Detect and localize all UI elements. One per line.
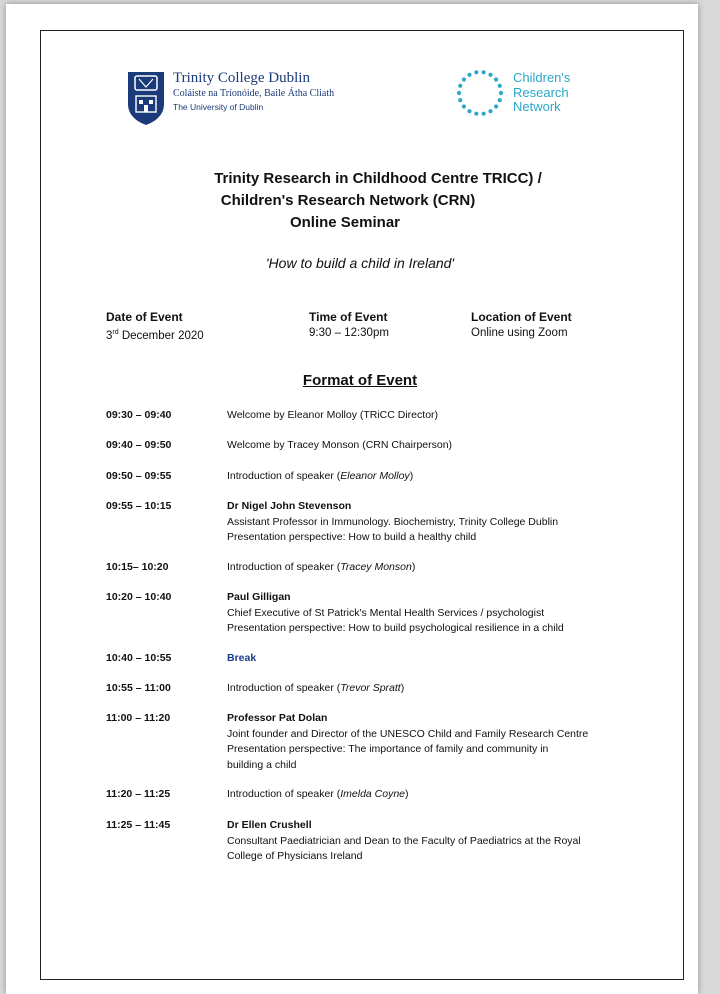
- speaker-detail: Consultant Paediatrician and Dean to the Faculty of Paediatrics at the Royal: [227, 834, 581, 847]
- speaker-name: Dr Ellen Crushell: [227, 819, 312, 831]
- title-line-1: Trinity Research in Childhood Centre TRICC) /: [214, 170, 542, 187]
- agenda-description: [227, 711, 647, 773]
- speaker-detail: Presentation perspective: How to build a healthy child: [227, 531, 477, 543]
- agenda-text: Introduction of speaker (: [227, 788, 341, 800]
- agenda-text-end: ): [411, 561, 416, 573]
- agenda-description: [227, 818, 647, 865]
- tcd-irish-name: Coláiste na Tríonóide, Baile Átha Cliath: [173, 88, 335, 99]
- speaker-detail: Assistant Professor in Immunology. Biochemistry, Trinity College Dublin: [227, 515, 559, 528]
- agenda-description: [227, 408, 647, 424]
- introducer-name: Tracey Monson: [340, 561, 412, 573]
- crn-line-2: Research: [513, 84, 569, 100]
- speaker-detail: College of Physicians Ireland: [227, 850, 363, 862]
- agenda-description: [227, 651, 647, 667]
- agenda-description: [227, 499, 647, 546]
- agenda-text: Welcome by Tracey Monson (CRN Chairperson): [227, 439, 453, 451]
- location-value: Online using Zoom: [471, 327, 568, 339]
- speaker-name: Paul Gilligan: [227, 591, 291, 603]
- agenda-text: Introduction of speaker (: [227, 470, 341, 482]
- introducer-name: Trevor Spratt: [340, 682, 401, 694]
- crn-logo: [455, 68, 570, 118]
- break-label: Break: [227, 652, 257, 664]
- agenda-text: Introduction of speaker (: [227, 682, 341, 694]
- location-label: Location of Event: [471, 310, 572, 324]
- agenda-time: 11:25 – 11:45: [106, 819, 171, 831]
- tcd-name: Trinity College Dublin: [173, 70, 310, 86]
- agenda-time: 09:30 – 09:40: [106, 409, 172, 421]
- time-value: 9:30 – 12:30pm: [309, 327, 389, 339]
- agenda-text-end: ): [405, 788, 409, 800]
- crn-line-3: Network: [513, 99, 561, 115]
- agenda-text-end: ): [400, 682, 405, 694]
- title-line-3: Online Seminar: [289, 214, 401, 231]
- seminar-subtitle: 'How to build a child in Ireland': [265, 255, 455, 271]
- speaker-detail: Presentation perspective: How to build psychological resilience in a child: [227, 622, 564, 634]
- crn-dot-ring-icon: [455, 68, 505, 118]
- tcd-university-name: The University of Dublin: [173, 102, 264, 112]
- time-label: Time of Event: [309, 310, 388, 324]
- agenda-time: 10:20 – 10:40: [106, 591, 172, 603]
- agenda-time: 10:55 – 11:00: [106, 682, 171, 694]
- speaker-detail: Joint founder and Director of the UNESCO Child and Family Research Centre: [227, 727, 589, 740]
- format-heading: Format of Event: [302, 372, 418, 389]
- title-line-2: Children's Research Network (CRN): [220, 192, 476, 209]
- agenda-time: 10:40 – 10:55: [106, 652, 172, 664]
- time-of-event: [309, 309, 389, 341]
- agenda-time: 10:15– 10:20: [106, 561, 169, 573]
- agenda-time: 11:20 – 11:25: [106, 788, 171, 800]
- agenda-description: [227, 560, 647, 576]
- date-value: 3rd December 2020: [106, 329, 204, 342]
- speaker-detail: Chief Executive of St Patrick's Mental Health Services / psychologist: [227, 606, 545, 619]
- tcd-crest-icon: [126, 70, 166, 126]
- agenda-text: Introduction of speaker (: [227, 561, 341, 573]
- agenda-time: 09:50 – 09:55: [106, 470, 172, 482]
- speaker-name: Professor Pat Dolan: [227, 712, 328, 724]
- agenda-description: [227, 469, 647, 485]
- location-of-event: [471, 309, 572, 341]
- speaker-name: Dr Nigel John Stevenson: [227, 500, 352, 512]
- date-label: Date of Event: [106, 310, 183, 324]
- speaker-detail: Presentation perspective: The importance of family and community in: [227, 743, 549, 755]
- introducer-name: Eleanor Molloy: [340, 470, 410, 482]
- agenda-description: [227, 590, 647, 637]
- agenda-description: [227, 787, 647, 803]
- agenda-time: 11:00 – 11:20: [106, 712, 171, 724]
- tcd-logo: [126, 70, 334, 126]
- date-of-event: [106, 309, 204, 344]
- agenda-description: [227, 681, 647, 697]
- agenda-text: Welcome by Eleanor Molloy (TRiCC Director): [227, 409, 439, 421]
- agenda-time: 09:55 – 10:15: [106, 500, 172, 512]
- agenda-text-end: ): [409, 470, 414, 482]
- agenda-description: [227, 438, 647, 454]
- introducer-name: Imelda Coyne: [340, 788, 406, 800]
- speaker-detail: building a child: [227, 758, 297, 771]
- crn-line-1: Children's: [513, 70, 571, 86]
- agenda-time: 09:40 – 09:50: [106, 439, 172, 451]
